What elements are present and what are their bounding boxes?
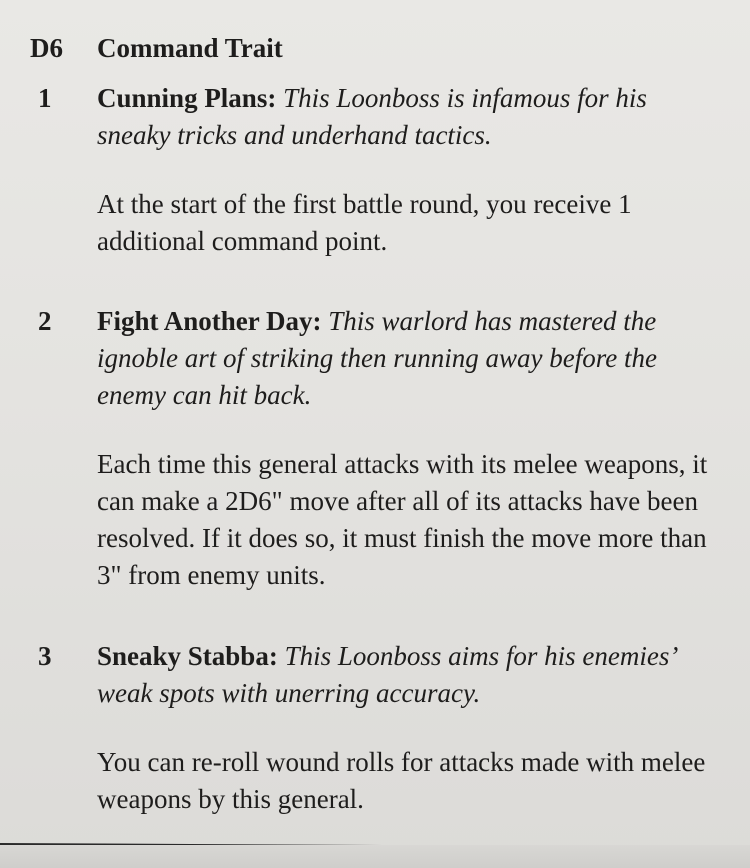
trait-number: 2 xyxy=(38,306,52,336)
trait-number: 3 xyxy=(38,641,52,671)
trait-flavour-text: This Loonboss aims for his enemies’ weak spots with unerring accuracy. xyxy=(97,641,676,708)
table-header xyxy=(30,30,283,66)
trait-rule-text: At the start of the first battle round, you receive 1 additional command point. xyxy=(97,189,632,256)
trait-flavour-text: This Loonboss is infamous for his sneaky tricks and underhand tactics. xyxy=(97,83,647,150)
trait-flavour-line xyxy=(97,80,718,154)
trait-flavour-line xyxy=(97,303,718,414)
trait-rule-text: You can re-roll wound rolls for attacks made with melee weapons by this general. xyxy=(97,747,706,814)
trait-row xyxy=(38,638,718,818)
trait-flavour-text: This warlord has mastered the ignoble art of striking then running away before the enemy can hit back. xyxy=(97,306,657,410)
trait-rule-text: Each time this general attacks with its melee weapons, it can make a 2D6" move after all of its attacks have been resolved. If it does so, it must finish the move more than 3" from enemy units. xyxy=(97,449,708,590)
trait-column-header: Command Trait xyxy=(97,33,283,63)
page-margin xyxy=(0,845,750,868)
trait-name: Cunning Plans: xyxy=(97,83,277,113)
trait-row xyxy=(38,303,718,594)
die-column-header: D6 xyxy=(30,33,63,63)
trait-row xyxy=(38,80,718,260)
trait-number: 1 xyxy=(38,83,52,113)
trait-flavour-line xyxy=(97,638,718,712)
trait-name: Fight Another Day: xyxy=(97,306,322,336)
trait-name: Sneaky Stabba: xyxy=(97,641,278,671)
